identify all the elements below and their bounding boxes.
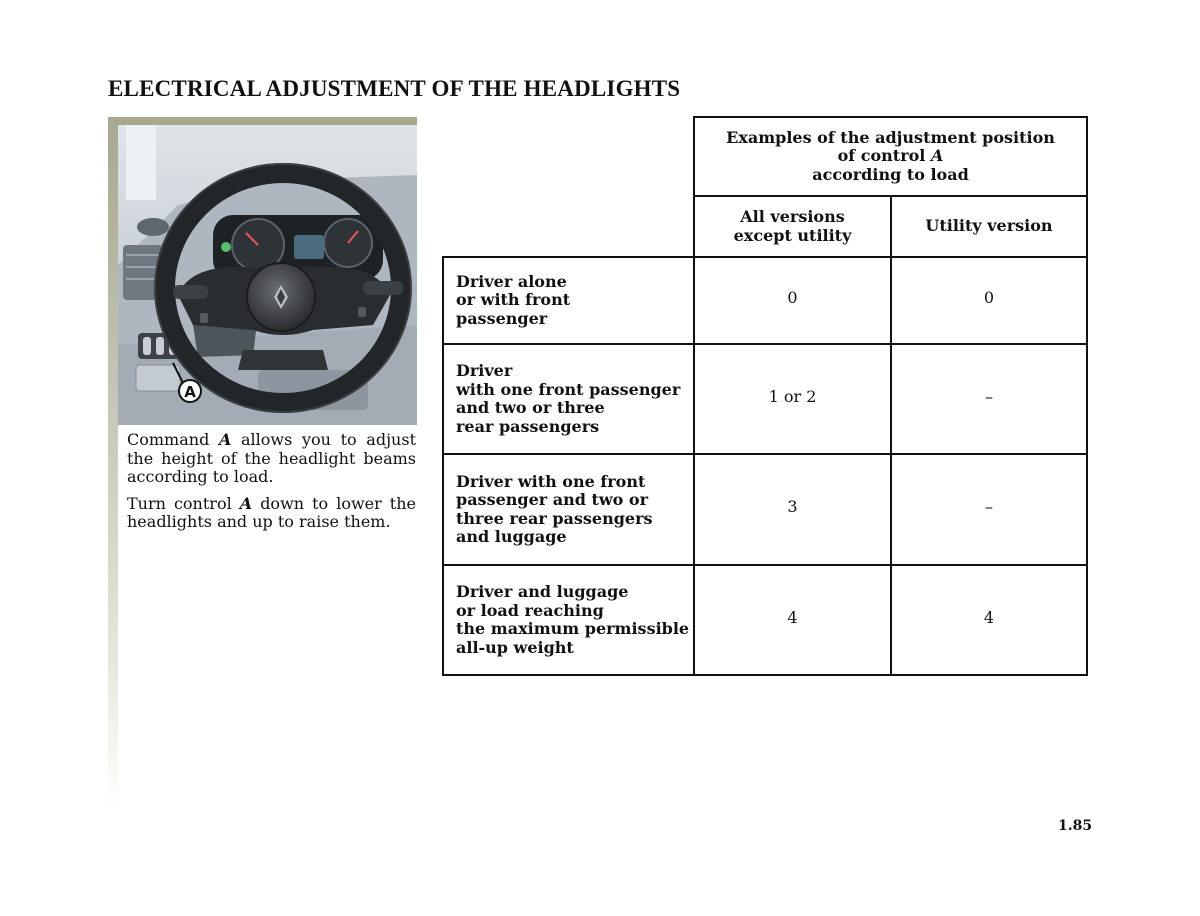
column-header-utility: Utility version	[891, 196, 1087, 257]
cell-all-versions: 3	[694, 454, 891, 565]
table-row	[443, 565, 1087, 675]
cell-utility: 4	[891, 565, 1087, 675]
page-number: 1.85	[1058, 818, 1093, 834]
row-label: Driver with one front passenger and two or three rear passengers and luggage	[443, 454, 694, 565]
decorative-side-bar	[108, 117, 118, 807]
cell-all-versions: 0	[694, 257, 891, 344]
cell-utility: –	[891, 344, 1087, 454]
cell-all-versions: 1 or 2	[694, 344, 891, 454]
row-label: Driver and luggage or load reaching the maximum permissible all-up weight	[443, 565, 694, 675]
decorative-bar	[108, 117, 417, 125]
cell-all-versions: 4	[694, 565, 891, 675]
control-a-marker: A	[184, 383, 196, 401]
adjustment-table	[442, 116, 1088, 676]
table-main-header: Examples of the adjustment position of control A according to load	[694, 117, 1087, 196]
steering-wheel-photo	[118, 125, 417, 425]
column-header-all-versions: All versions except utility	[694, 196, 891, 257]
cell-utility: 0	[891, 257, 1087, 344]
caption	[127, 431, 416, 540]
caption-paragraph-2: Turn control A down to lower the headlights and up to raise them.	[127, 493, 417, 531]
cell-utility: –	[891, 454, 1087, 565]
row-label: Driver alone or with front passenger	[443, 257, 694, 344]
caption-paragraph-1: Command A allows you to adjust the height of the headlight beams according to load.	[127, 430, 416, 486]
table-row	[443, 344, 1087, 454]
page-title: ELECTRICAL ADJUSTMENT OF THE HEADLIGHTS	[108, 76, 681, 101]
table-row	[443, 257, 1087, 344]
row-label: Driver with one front passenger and two or three rear passengers	[443, 344, 694, 454]
table-row	[443, 454, 1087, 565]
